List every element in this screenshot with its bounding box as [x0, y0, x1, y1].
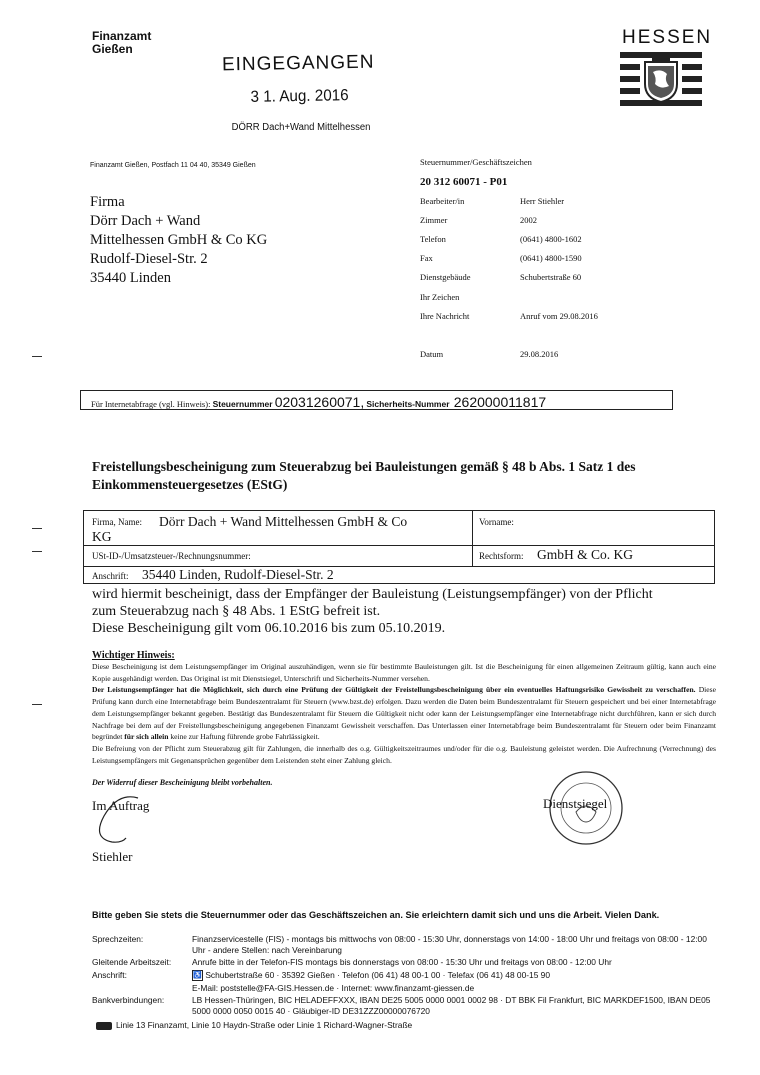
footer-row-bank [92, 995, 722, 1019]
notice-paragraph-3: Die Befreiung von der Pflicht zum Steuerabzug gilt für Zahlungen, die innerhalb des o.g. Gültigkeitszeitraumes und/oder für die o.g. Bauleistung geleistet werden. Die Aufrechnung (Verrechnung) des Leistungsempfängers mit Gegenansprüchen gegenüber dem Leistenden steht einer Zahlung gleich. [92, 743, 716, 765]
fold-mark [32, 356, 42, 357]
info-value: (0641) 4800-1602 [520, 234, 582, 244]
company-form-table [83, 510, 715, 584]
certification-line: wird hiermit bescheinigt, dass der Empfänger der Bauleistung (Leistungsempfänger) von der Pflicht [92, 587, 653, 602]
info-label: Ihr Zeichen [420, 292, 460, 302]
address-value: 35440 Linden, Rudolf-Diesel-Str. 2 [142, 567, 334, 582]
hessen-crest-icon [620, 52, 702, 114]
notice-paragraph-2-end: keine zur Haftung führende grobe Fahrlässigkeit. [168, 732, 320, 742]
info-row-phone [420, 234, 660, 244]
tax-number-label: Steuernummer/Geschäftszeichen [420, 157, 532, 167]
transit-text: Linie 13 Finanzamt, Linie 10 Haydn-Straße oder Linie 1 Richard-Wagner-Straße [116, 1020, 413, 1030]
signature-on-behalf: Im Auftrag [92, 798, 150, 813]
fold-mark [32, 528, 42, 529]
info-label: Bearbeiter/in [420, 196, 465, 206]
recipient-address [90, 193, 267, 288]
footer-value: LB Hessen-Thüringen, BIC HELADEFFXXX, IBAN DE25 5005 0000 0001 0002 98 · DT BBK Fil Frankfurt, BIC MARKDEF1500, IBAN DE05 5000 0000 0050 0015 40 · Gläubiger-ID DE31ZZZ00000076720 [192, 995, 711, 1016]
recipient-line: Firma [90, 194, 125, 210]
info-value: Schubertstraße 60 [520, 272, 582, 282]
recipient-line: Mittelhessen GmbH & Co KG [90, 232, 268, 248]
info-label: Datum [420, 349, 444, 359]
footer-headline: Bitte geben Sie stets die Steuernummer oder das Geschäftszeichen an. Sie erleichtern damit sich und uns die Arbeit. Vielen Dank. [92, 910, 660, 920]
footer-label: Anschrift: [92, 970, 127, 980]
document-title: Freistellungsbescheinigung zum Steuerabzug bei Bauleistungen gemäß § 48 b Abs. 1 Satz 1 des Einkommensteuergesetzes (EStG) [92, 459, 636, 492]
wheelchair-icon: ♿ [193, 972, 202, 980]
fold-mark [32, 551, 42, 552]
return-address: Finanzamt Gießen, Postfach 11 04 40, 35349 Gießen [90, 162, 256, 169]
sender-line-2: Gießen [92, 42, 133, 56]
info-label: Dienstgebäude [420, 272, 471, 282]
legal-form-value: GmbH & Co. KG [537, 547, 634, 562]
info-row-clerk [420, 196, 660, 206]
address-label: Anschrift: [92, 571, 129, 581]
info-row-your-ref [420, 292, 660, 302]
ust-label: USt-ID-/Umsatzsteuer-/Rechnungsnummer: [92, 551, 251, 561]
certification-line: zum Steuerabzug nach § 48 Abs. 1 EStG befreit ist. [92, 604, 381, 619]
signature-name: Stiehler [92, 849, 133, 864]
info-row-building [420, 272, 660, 282]
info-row-fax [420, 253, 660, 263]
info-row-room [420, 215, 660, 225]
info-value: Herr Stiehler [520, 196, 565, 206]
footer-row-hours [92, 934, 722, 958]
info-value: 29.08.2016 [520, 349, 559, 359]
footer-label: Gleitende Arbeitszeit: [92, 957, 172, 967]
firstname-label: Vorname: [479, 517, 514, 527]
legal-form-label: Rechtsform: [479, 551, 524, 561]
bus-icon [96, 1022, 112, 1030]
info-value: 2002 [520, 215, 537, 225]
certification-text [92, 586, 712, 637]
notice-paragraph-1: Diese Bescheinigung ist dem Leistungsempfänger im Original auszuhändigen, wenn sie für bestimmte Bauleistungen gilt. Ist die Bescheinigung für einen allgemeinen Zeitraum gültig, kann auch eine Kopie ausgehändigt werden. Das Original ist mit Dienstsiegel, Unterschrift und Sicherheits-Nummer versehen. [92, 662, 716, 683]
footer-row-contact [92, 983, 722, 995]
footer-value [192, 970, 722, 981]
received-stamp-company: DÖRR Dach+Wand Mittelhessen [231, 122, 371, 133]
signature-scribble-icon [88, 790, 148, 850]
firm-value-continued: KG [92, 529, 112, 544]
footer-row-address [92, 970, 722, 982]
info-row-date [420, 349, 660, 359]
received-stamp-date: 3 1. Aug. 2016 [250, 87, 349, 106]
footer-label: Bankverbindungen: [92, 995, 165, 1005]
internet-tax-label: Steuernummer [212, 399, 273, 409]
footer-value: Finanzservicestelle (FIS) - montags bis mittwochs von 08:00 - 15:30 Uhr, donnerstags von 14:00 - 18:00 Uhr und freitags von 08:00 - 12:00 Uhr - andere Stellen: nach Vereinbarung [192, 934, 707, 955]
info-label: Zimmer [420, 215, 448, 225]
tax-number-value: 20 312 60071 - P01 [420, 176, 508, 188]
firm-value: Dörr Dach + Wand Mittelhessen GmbH & Co [159, 514, 408, 529]
info-value: Anruf vom 29.08.2016 [520, 311, 598, 321]
footer-value: Anrufe bitte in der Telefon-FIS montags bis donnerstags von 08:00 - 15:30 Uhr und freitags von 08:00 - 12:00 Uhr [192, 957, 612, 967]
footer-row-flextime [92, 957, 722, 969]
internet-tax-value: 02031260071, [274, 394, 365, 410]
notice-paragraph-2-bold: Der Leistungsempfänger hat die Möglichkeit, sich durch eine Prüfung der Gültigkeit der Freistellungsbescheinigung über ein eventuelles Haftungsrisiko Gewissheit zu verschaffen. [92, 685, 696, 695]
footer-label: Sprechzeiten: [92, 934, 144, 944]
notice-title: Wichtiger Hinweis: [92, 650, 175, 661]
info-label: Fax [420, 253, 433, 263]
internet-query-box [80, 390, 673, 410]
received-stamp-title: EINGEGANGEN [221, 51, 375, 76]
internet-security-value: 262000011817 [453, 394, 547, 410]
sender-line-1: Finanzamt [92, 29, 152, 43]
seal-label: Dienstsiegel [543, 796, 608, 811]
recipient-line: Rudolf-Diesel-Str. 2 [90, 251, 208, 267]
footer-transit [96, 1020, 412, 1030]
footer-value: E-Mail: poststelle@FA-GIS.Hessen.de · Internet: www.finanzamt-giessen.de [192, 983, 475, 993]
notice-text [92, 661, 716, 766]
recipient-line: Dörr Dach + Wand [90, 213, 201, 229]
recipient-line: 35440 Linden [90, 270, 171, 286]
info-row-your-message [420, 311, 660, 321]
info-value: (0641) 4800-1590 [520, 253, 582, 263]
revocation-reservation: Der Widerruf dieser Bescheinigung bleibt vorbehalten. [92, 778, 273, 787]
info-label: Ihre Nachricht [420, 311, 470, 321]
footer-address-text: Schubertstraße 60 · 35392 Gießen · Telefon (06 41) 48 00-1 00 · Telefax (06 41) 48 00-15 90 [205, 970, 550, 980]
notice-paragraph-2: Diese Prüfung kann durch eine Internetabfrage beim Bundeszentralamt für Steuern (www.bzst.de) erfolgen. Dazu werden die Daten beim Bundeszentralamt für Steuern gespeichert und bei einer Internetabfrage dem Leistungsempfänger bekannt gegeben. Bestätigt das Bundeszentralamt für Steuern die Gültigkeit nicht oder kann der Leistungsempfänger eine Internetabfrage nicht durchführen, kann er sich durch Nachfrage bei dem auf der Freistellungsbescheinigung angegebenen Finanzamt Gewissheit verschaffen. Das Unterlassen einer Internetabfrage beim Bundeszentralamt für Steuern oder beim Finanzamt begründet [92, 685, 716, 742]
info-label: Telefon [420, 234, 446, 244]
firm-label: Firma, Name: [92, 517, 142, 527]
hessen-logo-text: HESSEN [622, 27, 713, 48]
internet-security-label: Sicherheits-Nummer [366, 399, 450, 409]
sender-office [92, 30, 151, 56]
notice-paragraph-2-emphasis: für sich allein [122, 732, 169, 742]
internet-query-label: Für Internetabfrage (vgl. Hinweis): [91, 399, 211, 409]
validity-line: Diese Bescheinigung gilt vom 06.10.2016 bis zum 05.10.2019. [92, 621, 446, 636]
punch-mark [32, 704, 42, 705]
